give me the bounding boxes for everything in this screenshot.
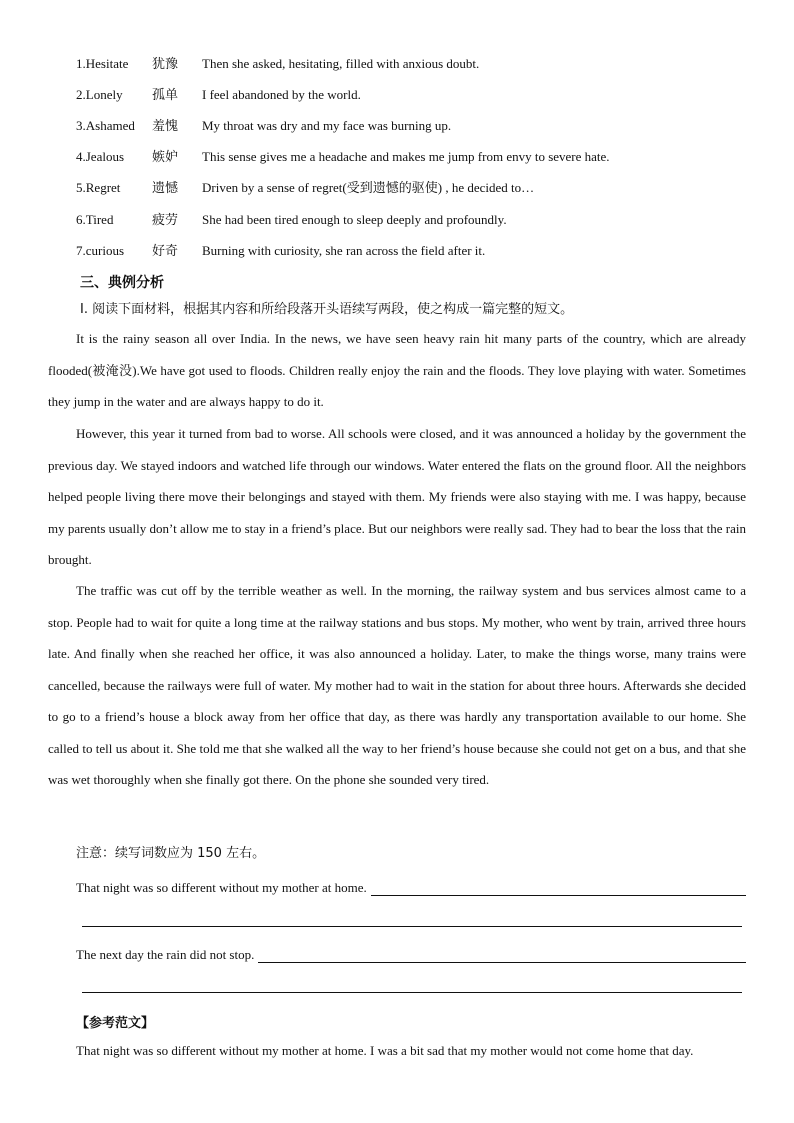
vocab-row (76, 241, 485, 261)
reference-title: 【参考范文】 (76, 1016, 155, 1031)
section-title: 三、典例分析 (80, 275, 164, 291)
passage-paragraph (48, 575, 746, 796)
vocab-chinese: 嫉妒 (152, 150, 179, 165)
vocab-english: 6.Tired (76, 212, 114, 227)
vocab-row (76, 116, 451, 136)
vocab-chinese: 孤单 (152, 88, 179, 103)
vocab-row (76, 210, 507, 230)
answer-line[interactable] (82, 992, 742, 993)
answer-line[interactable] (82, 926, 742, 927)
paragraph-text: However, this year it turned from bad to worse. All schools were closed, and it was announced a holiday by the government the previous day. We stayed indoors and watched life through our windows. Water entered the flats on the ground floor. All the neighbors helped people living there move their belongings and stayed with them. My friends were also staying with me. I was happy, because my parents usually don’t allow me to stay in a friend’s place. But our neighbors were really sad. They had to bear the loss that the rain brought. (48, 426, 746, 567)
vocab-sentence: Driven by a sense of regret(受到遗憾的驱使) , he decided to… (202, 180, 535, 195)
passage-paragraph (48, 418, 746, 576)
answer-line[interactable] (258, 948, 746, 963)
answer-line[interactable] (371, 881, 746, 896)
vocab-chinese: 羞愧 (152, 119, 179, 134)
vocab-sentence: She had been tired enough to sleep deeply and profoundly. (202, 212, 507, 227)
vocab-row (76, 85, 361, 105)
word-count-note: 注意：续写词数应为 150 左右。 (76, 846, 266, 861)
continuation-prompt-1 (76, 876, 746, 896)
vocab-chinese: 疲劳 (152, 213, 179, 228)
vocab-row (76, 178, 534, 198)
vocab-sentence: Burning with curiosity, she ran across the field after it. (202, 243, 486, 258)
vocab-chinese: 遗憾 (152, 181, 179, 196)
vocab-sentence: My throat was dry and my face was burning up. (202, 118, 452, 133)
instruction: Ⅰ. 阅读下面材料，根据其内容和所给段落开头语续写两段，使之构成一篇完整的短文。 (80, 302, 574, 317)
vocab-chinese: 好奇 (152, 244, 179, 259)
vocab-sentence: Then she asked, hesitating, filled with anxious doubt. (202, 56, 480, 71)
vocab-row (76, 147, 610, 167)
passage-paragraph (48, 323, 746, 418)
vocab-sentence: I feel abandoned by the world. (202, 87, 361, 102)
continuation-prompt-2 (76, 943, 746, 963)
vocab-sentence: This sense gives me a headache and makes me jump from envy to severe hate. (202, 149, 610, 164)
vocab-english: 1.Hesitate (76, 56, 129, 71)
prompt-text: The next day the rain did not stop. (76, 947, 255, 962)
vocab-english: 4.Jealous (76, 149, 125, 164)
vocab-english: 5.Regret (76, 180, 121, 195)
vocab-english: 7.curious (76, 243, 125, 258)
vocab-row (76, 54, 479, 74)
paragraph-text: It is the rainy season all over India. In the news, we have seen heavy rain hit many parts of the country, which are already flooded(被淹没).We have got used to floods. Children really enjoy the rain and the floods. They love playing with water. Sometimes they jump in the water and are always happy to do it. (48, 331, 746, 409)
vocab-english: 3.Ashamed (76, 118, 135, 133)
vocab-chinese: 犹豫 (152, 57, 179, 72)
paragraph-text: The traffic was cut off by the terrible weather as well. In the morning, the railway system and bus services almost came to a stop. People had to wait for quite a long time at the railway stations and bus stops. My mother, who went by train, arrived three hours late. And finally when she reached her office, it was also announced a holiday. Later, to make the things worse, many trains were cancelled, because the railways were full of water. My mother had to wait in the station for about three hours. Afterwards she decided to go to a friend’s house a block away from her office that day, as there was hardly any transportation available to our home. She called to tell us about it. She told me that she walked all the way to her friend’s house because she could not get on a bus, and that she was wet thoroughly when she finally got there. On the phone she sounded very tired. (48, 583, 746, 787)
prompt-text: That night was so different without my mother at home. (76, 880, 367, 895)
reference-text: That night was so different without my mother at home. I was a bit sad that my mother would not come home that day. (76, 1043, 694, 1058)
vocab-english: 2.Lonely (76, 87, 123, 102)
